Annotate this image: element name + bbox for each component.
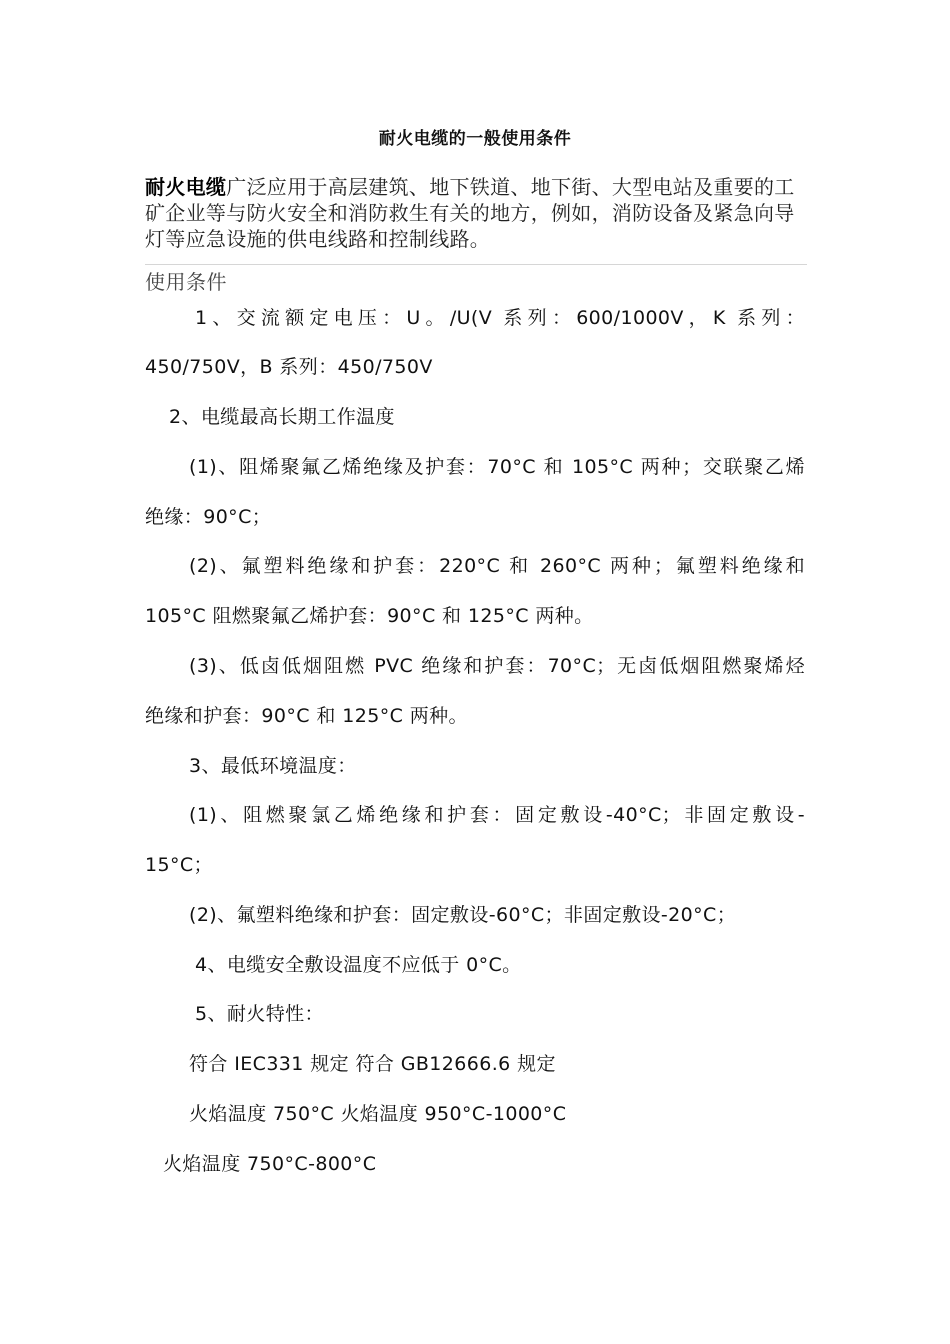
- condition-line-11: (1)、阻燃聚氯乙烯绝缘和护套：固定敷设-40°C；非固定敷设-: [189, 804, 805, 826]
- condition-line-1: 1、交流额定电压：U。/U(V 系列：600/1000V，K 系列：: [195, 307, 805, 329]
- intro-paragraph: [145, 174, 810, 252]
- intro-keyword: 耐火电缆: [145, 175, 227, 199]
- condition-line-9: 绝缘和护套：90°C 和 125°C 两种。: [145, 705, 468, 727]
- condition-line-7: 105°C 阻燃聚氟乙烯护套：90°C 和 125°C 两种。: [145, 605, 594, 627]
- divider: [145, 264, 807, 265]
- condition-line-15: 5、耐火特性：: [195, 1003, 324, 1025]
- condition-line-2: 450/750V，B 系列：450/750V: [145, 356, 433, 378]
- condition-line-4: (1)、阻烯聚氟乙烯绝缘及护套：70°C 和 105°C 两种；交联聚乙烯: [189, 456, 805, 478]
- condition-line-8: (3)、低卤低烟阻燃 PVC 绝缘和护套：70°C；无卤低烟阻燃聚烯烃: [189, 655, 805, 677]
- condition-line-12: 15°C；: [145, 854, 213, 876]
- condition-line-14: 4、电缆安全敷设温度不应低于 0°C。: [195, 954, 522, 976]
- intro-text: 广泛应用于高层建筑、地下铁道、地下街、大型电站及重要的工矿企业等与防火安全和消防救生有关的地方，例如，消防设备及紧急向导灯等应急设施的供电线路和控制线路。: [145, 175, 795, 251]
- condition-line-16: 符合 IEC331 规定 符合 GB12666.6 规定: [189, 1053, 556, 1075]
- condition-line-5: 绝缘：90°C；: [145, 506, 272, 528]
- condition-line-6: (2)、氟塑料绝缘和护套：220°C 和 260°C 两种；氟塑料绝缘和: [189, 555, 805, 577]
- condition-line-10: 3、最低环境温度：: [189, 755, 357, 777]
- condition-line-17: 火焰温度 750°C 火焰温度 950°C-1000°C: [189, 1103, 567, 1125]
- document-title: 耐火电缆的一般使用条件: [378, 129, 572, 149]
- section-heading: 使用条件: [145, 270, 227, 294]
- condition-line-18: 火焰温度 750°C-800°C: [163, 1153, 377, 1175]
- condition-line-3: 2、电缆最高长期工作温度: [169, 406, 395, 428]
- condition-line-13: (2)、氟塑料绝缘和护套：固定敷设-60°C；非固定敷设-20°C；: [189, 904, 737, 926]
